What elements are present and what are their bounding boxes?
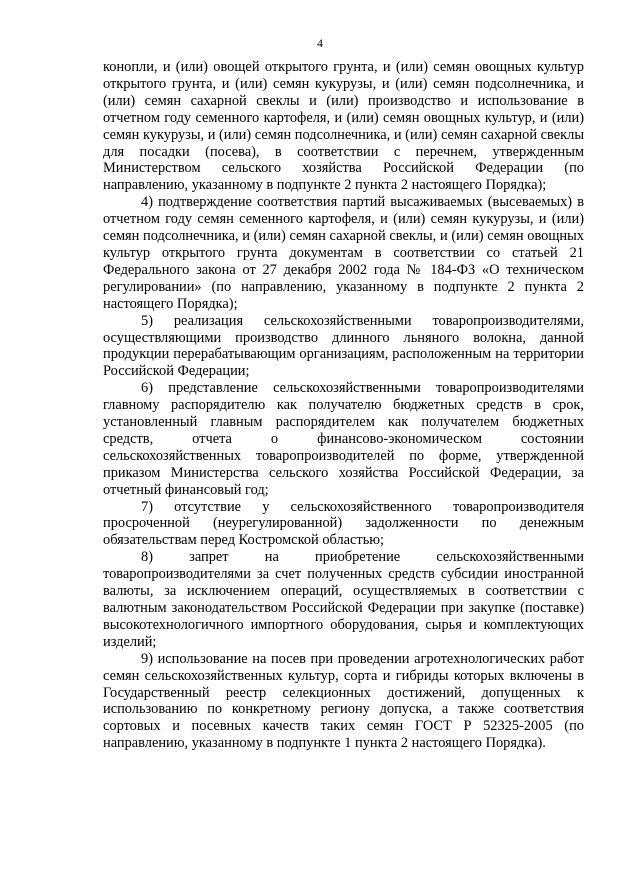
document-body <box>103 59 584 752</box>
paragraph-item-5: 5) реализация сельскохозяйственными товаропроизводителями, осуществляющими производство длинного льняного волокна, данной продукции перерабатывающим организациям, расположенным на территории Российской Федерации; <box>103 312 584 380</box>
paragraph-item-6: 6) представление сельскохозяйственными товаропроизводителями главному распорядителю как получателю бюджетных средств в срок, установленный главным распорядителем как получателем бюджетных средств, отчета о финансово-экономическом состоянии сельскохозяйственных товаропроизводителей по форме, утвержденной приказом Министерства сельского хозяйства Российской Федерации, за отчетный финансовый год; <box>103 380 584 498</box>
page-number: 4 <box>317 36 323 50</box>
paragraph-continuation: конопли, и (или) овощей открытого грунта, и (или) семян овощных культур открытого грунта, и (или) семян кукурузы, и (или) семян подсолнечника, и (или) семян сахарной свеклы и (или) производство и использование в отчетном году семенного картофеля, и (или) семян овощных культур, и (или) семян кукурузы, и (или) семян подсолнечника, и (или) семян сахарной свеклы для посадки (посева), в соответствии с перечнем, утвержденным Министерством сельского хозяйства Российской Федерации (по направлению, указанному в подпункте 2 пункта 2 настоящего Порядка); <box>103 59 584 194</box>
paragraph-item-4: 4) подтверждение соответствия партий высаживаемых (высеваемых) в отчетном году семян семенного картофеля, и (или) семян кукурузы, и (или) семян подсолнечника, и (или) семян сахарной свеклы, и (или) семян овощных культур открытого грунта документам в соответствии со статьей 21 Федерального закона от 27 декабря 2002 года № 184-ФЗ «О техническом регулировании» (по направлению, указанному в подпункте 2 пункта 2 настоящего Порядка); <box>103 194 584 312</box>
paragraph-item-8: 8) запрет на приобретение сельскохозяйственными товаропроизводителями за счет полученных средств субсидии иностранной валюты, за исключением операций, осуществляемых в соответствии с валютным законодательством Российской Федерации при закупке (поставке) высокотехнологичного импортного оборудования, сырья и комплектующих изделий; <box>103 549 584 650</box>
paragraph-item-9: 9) использование на посев при проведении агротехнологических работ семян сельскохозяйственных культур, сорта и гибриды которых включены в Государственный реестр селекционных достижений, допущенных к использованию по конкретному региону допуска, а также соответствия сортовых и посевных качеств таких семян ГОСТ Р 52325-2005 (по направлению, указанному в подпункте 1 пункта 2 настоящего Порядка). <box>103 650 584 752</box>
paragraph-item-7: 7) отсутствие у сельскохозяйственного товаропроизводителя просроченной (неурегулированной) задолженности по денежным обязательствам перед Костромской областью; <box>103 498 584 549</box>
